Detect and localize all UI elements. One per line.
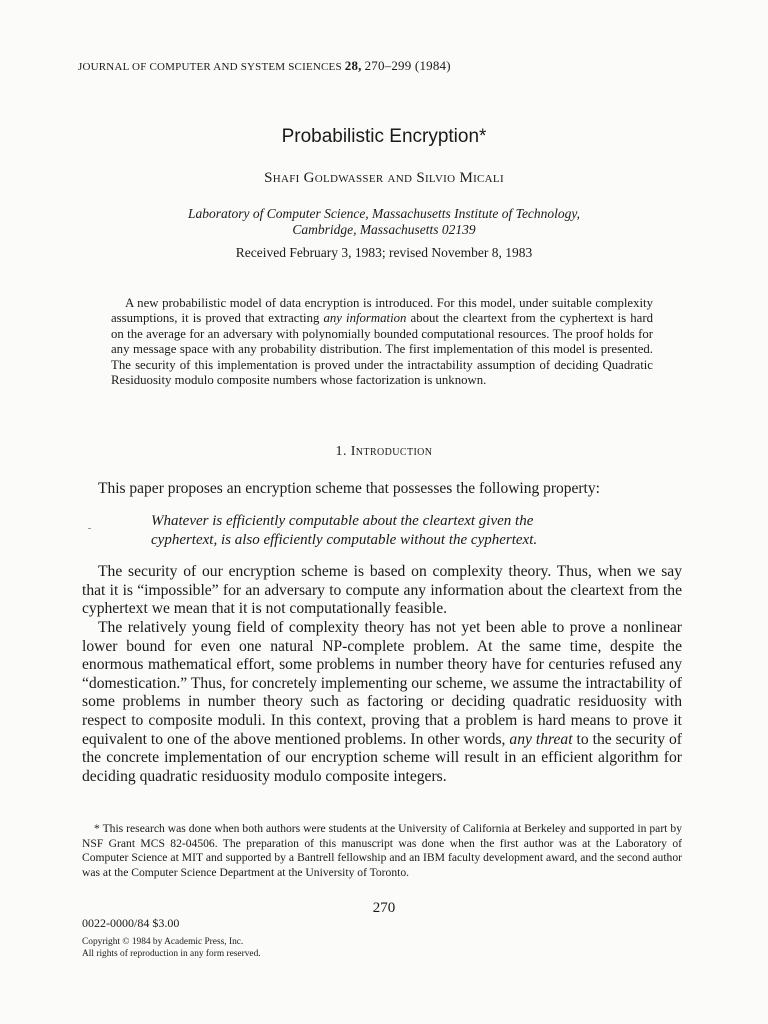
copyright-notice bbox=[82, 936, 261, 960]
paragraph-complexity bbox=[82, 619, 682, 786]
abstract-emphasis: any information bbox=[323, 311, 407, 326]
scan-speck bbox=[88, 528, 91, 529]
paper-title: Probabilistic Encryption* bbox=[281, 126, 487, 147]
paragraph-complexity-emphasis: any threat bbox=[509, 730, 573, 748]
quote-line-1: Whatever is efficiently computable about the cleartext given the bbox=[151, 513, 534, 529]
copyright-line-1: Copyright © 1984 by Academic Press, Inc. bbox=[82, 937, 244, 947]
footnote: * This research was done when both authors were students at the University of California at Berkeley and supported in part by NSF Grant MCS 82-04506. The preparation of this manuscript was done when the first author was at the Laboratory of Computer Science at MIT and supported by a Bantrell fellowship and an IBM faculty development award, and the second author was at the Computer Science Department at the University of Toronto. bbox=[82, 822, 682, 879]
section-heading: 1. Introduction bbox=[335, 444, 433, 459]
issn-price: 0022-0000/84 $3.00 bbox=[82, 916, 180, 930]
affiliation-line-1: Laboratory of Computer Science, Massachusetts Institute of Technology, bbox=[187, 206, 581, 221]
paper-authors: Shafi Goldwasser and Silvio Micali bbox=[264, 170, 504, 186]
affiliation-line-2: Cambridge, Massachusetts 02139 bbox=[292, 222, 476, 237]
paragraph-complexity-text-1: The relatively young field of complexity theory has not yet been able to prove a nonlinear lower bound for even one natural NP-complete problem. At the same time, despite the enormous mathematical effort, some problems in number theory have for centuries refused any “domestication.” Thus, for concretely implementing our scheme, we assume the intractability of some problems in number theory such as factoring or deciding quadratic residuosity with respect to composite moduli. In this context, proving that a problem is hard means to prove it equivalent to one of the above mentioned problems. In other words, bbox=[82, 619, 682, 748]
abstract-text-1: A new probabilistic model of data encryption is introduced. For this model, under suitable complexity assumptions, it is proved that extracting bbox=[111, 296, 653, 326]
received-dates: Received February 3, 1983; revised November 8, 1983 bbox=[235, 245, 533, 260]
property-quote bbox=[151, 512, 621, 550]
journal-pages-year: 270–299 (1984) bbox=[364, 58, 451, 73]
journal-name: JOURNAL OF COMPUTER AND SYSTEM SCIENCES bbox=[78, 61, 342, 73]
page-number: 270 bbox=[372, 900, 396, 916]
author-affiliation bbox=[0, 206, 768, 238]
journal-volume: 28, bbox=[344, 58, 362, 73]
quote-line-2: cyphertext, is also efficiently computable without the cyphertext. bbox=[151, 532, 538, 548]
paragraph-complexity-text-2: to the security of the concrete implementation of our encryption scheme will result in an efficient algorithm for deciding quadratic residuosity modulo composite integers. bbox=[82, 730, 682, 785]
intro-sentence: This paper proposes an encryption scheme that possesses the following property: bbox=[98, 480, 600, 497]
copyright-line-2: All rights of reproduction in any form reserved. bbox=[82, 949, 261, 959]
journal-header bbox=[78, 58, 451, 74]
abstract bbox=[111, 296, 653, 388]
abstract-text-2: about the cleartext from the cyphertext is hard on the average for an adversary with polynomially bounded computational resources. The proof holds for any message space with any probability distribution. The first implementation of this model is presented. The security of this implementation is proved under the intractability assumption of deciding Quadratic Residuosity modulo composite numbers whose factorization is unknown. bbox=[111, 311, 653, 388]
paragraph-security: The security of our encryption scheme is based on complexity theory. Thus, when we say that it is “impossible” for an adversary to compute any information about the cleartext from the cyphertext we mean that it is not computationally feasible. bbox=[82, 563, 682, 618]
